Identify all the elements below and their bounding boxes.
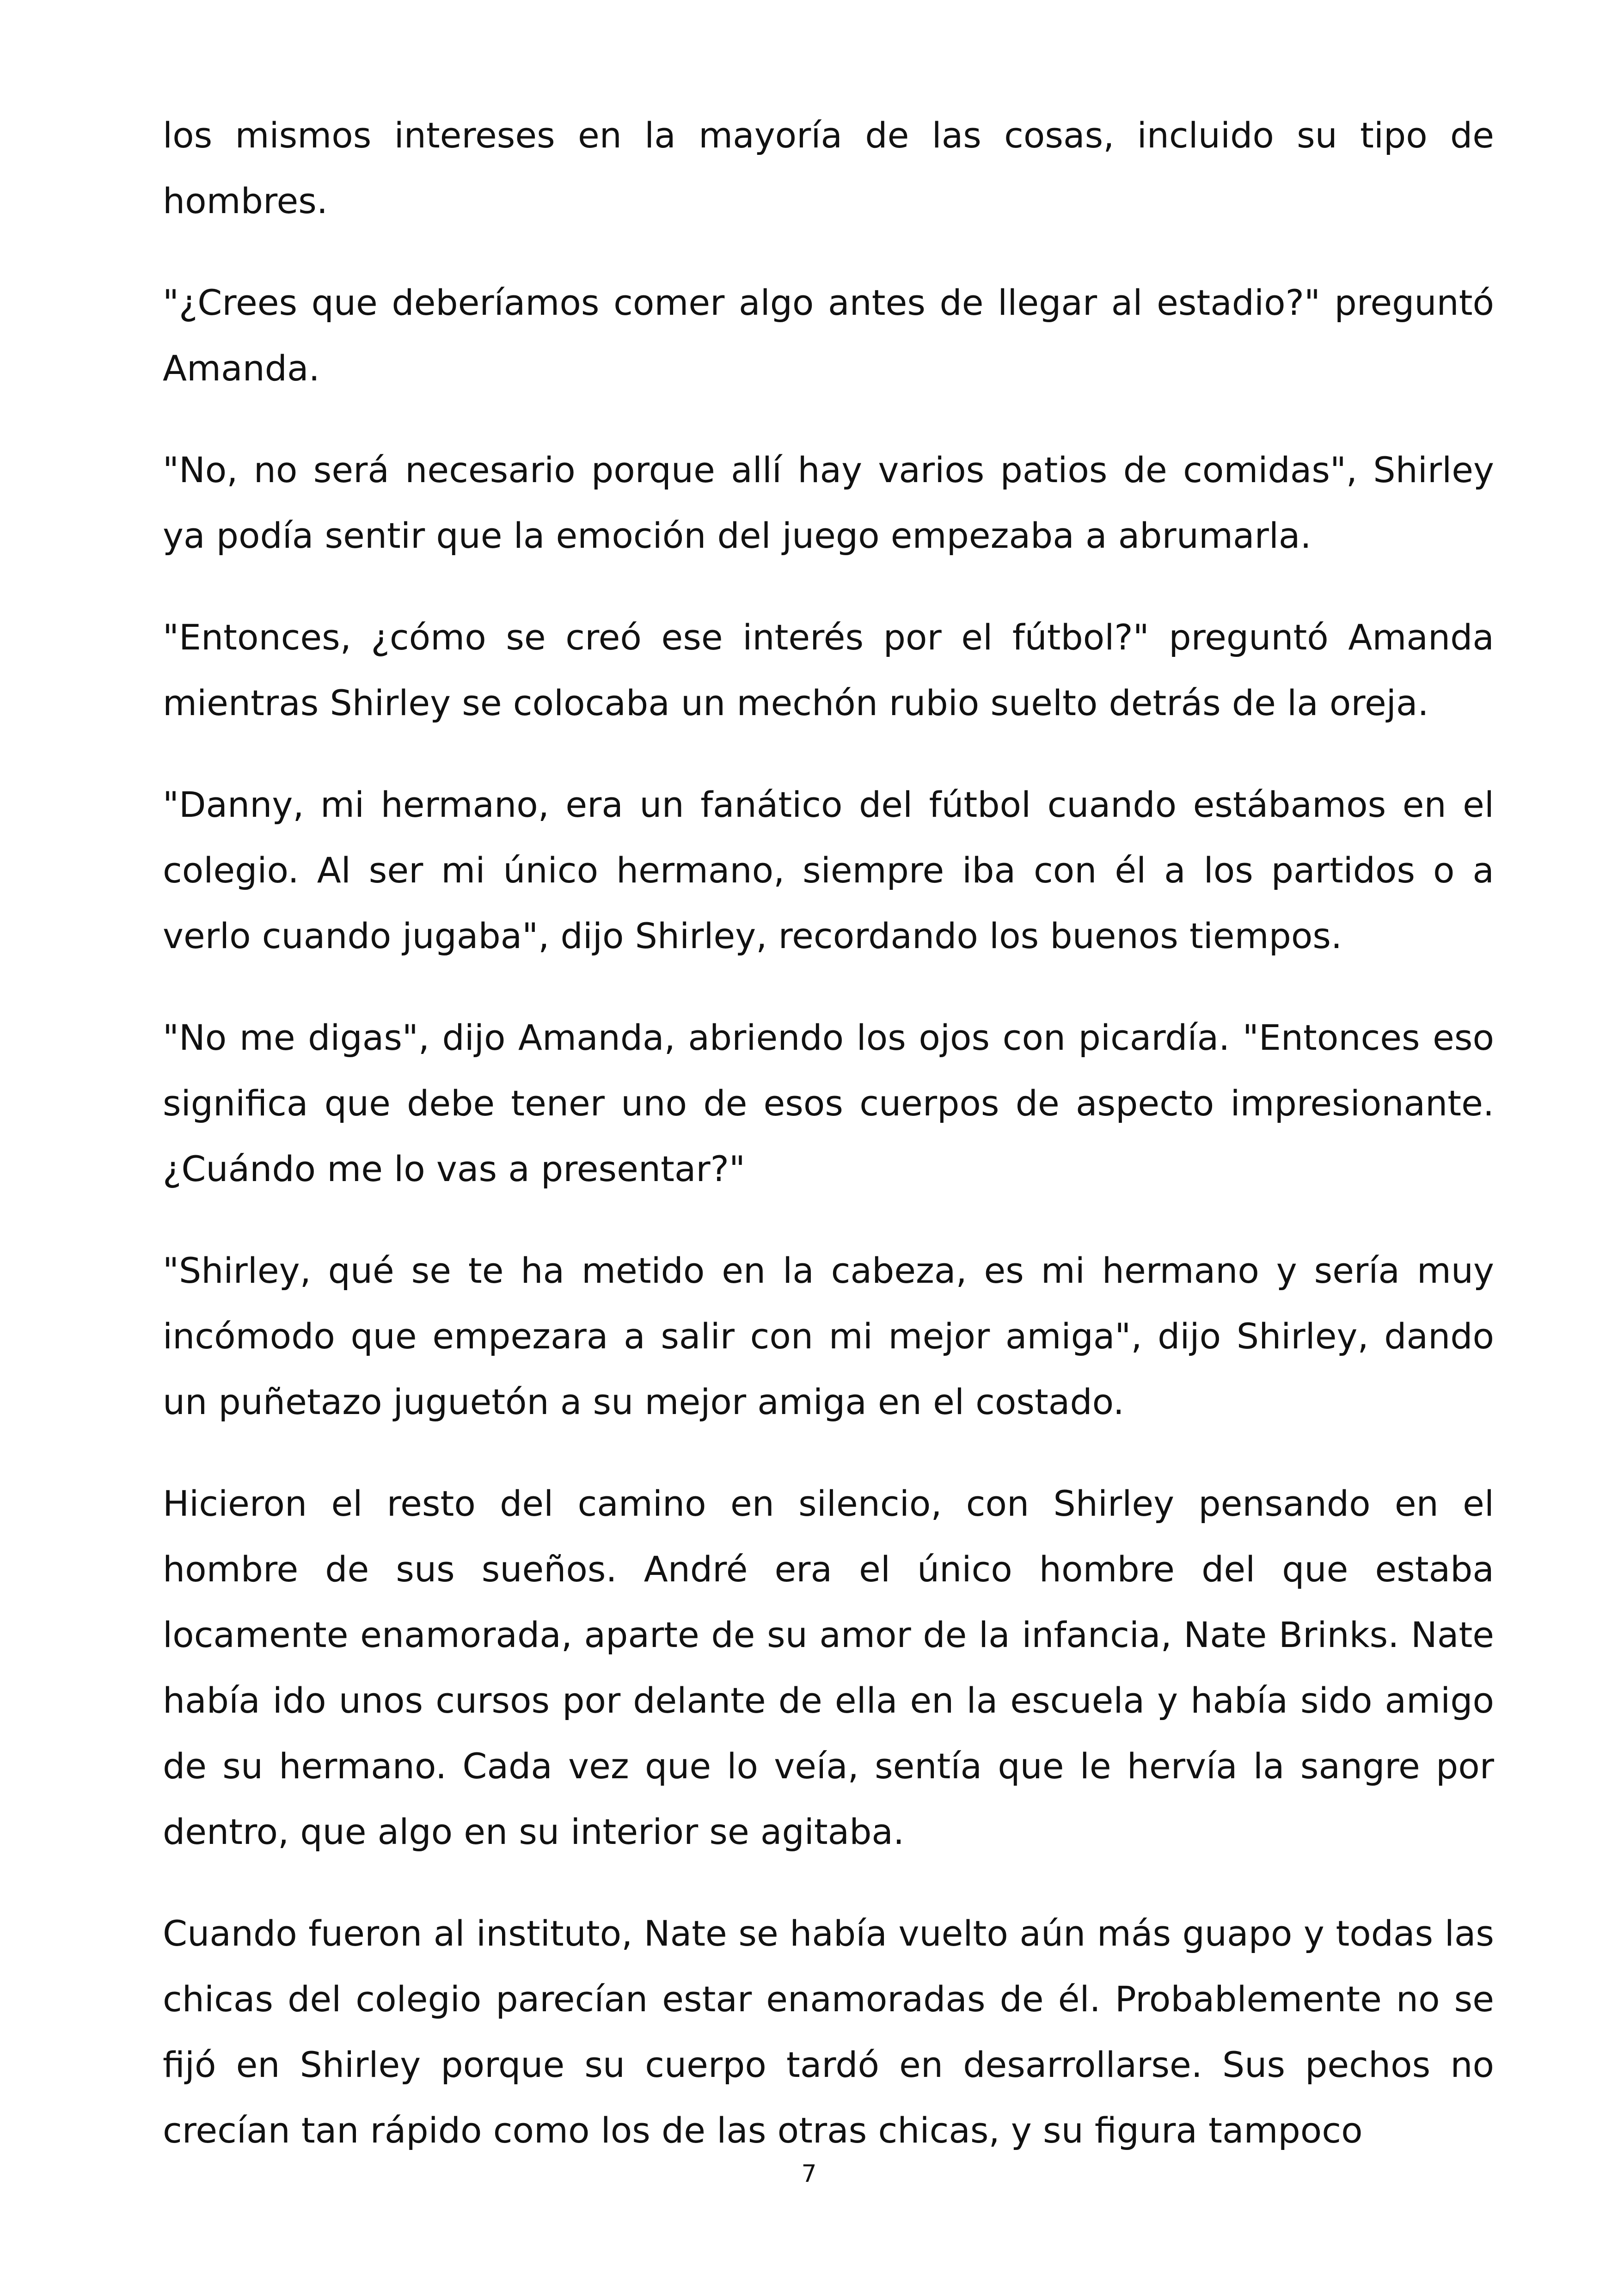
paragraph: "¿Crees que deberíamos comer algo antes de llegar al estadio?" preguntó Amanda. (163, 282, 1494, 389)
paragraph: "Danny, mi hermano, era un fanático del fútbol cuando estábamos en el colegio. Al ser mi único hermano, siempre iba con él a los partidos o a verlo cuando jugaba", dijo Shirley, recordando los buenos tiempos. (163, 784, 1494, 956)
paragraph: Hicieron el resto del camino en silencio, con Shirley pensando en el hombre de sus sueños. André era el único hombre del que estaba locamente enamorada, aparte de su amor de la infancia, Nate Brinks. Nate había ido unos cursos por delante de ella en la escuela y había sido amigo de su hermano. Cada vez que lo veía, sentía que le hervía la sangre por dentro, que algo en su interior se agitaba. (163, 1483, 1494, 1852)
page-number: 7 (801, 2160, 817, 2188)
paragraph: los mismos intereses en la mayoría de las cosas, incluido su tipo de hombres. (163, 115, 1494, 221)
paragraph: "No, no será necesario porque allí hay varios patios de comidas", Shirley ya podía sentir que la emoción del juego empezaba a abrumarla. (163, 449, 1494, 556)
paragraph: "No me digas", dijo Amanda, abriendo los ojos con picardía. "Entonces eso significa que debe tener uno de esos cuerpos de aspecto impresionante. ¿Cuándo me lo vas a presentar?" (163, 1017, 1494, 1189)
paragraph: "Entonces, ¿cómo se creó ese interés por el fútbol?" preguntó Amanda mientras Shirley se colocaba un mechón rubio suelto detrás de la oreja. (163, 617, 1494, 723)
paragraph: "Shirley, qué se te ha metido en la cabeza, es mi hermano y sería muy incómodo que empezara a salir con mi mejor amiga", dijo Shirley, dando un puñetazo juguetón a su mejor amiga en el costado. (163, 1250, 1494, 1422)
body-text (163, 103, 1494, 2199)
paragraph: Cuando fueron al instituto, Nate se había vuelto aún más guapo y todas las chicas del colegio parecían estar enamoradas de él. Probablemente no se fijó en Shirley porque su cuerpo tardó en desarrollarse. Sus pechos no crecían tan rápido como los de las otras chicas, y su figura tampoco (163, 1913, 1494, 2151)
